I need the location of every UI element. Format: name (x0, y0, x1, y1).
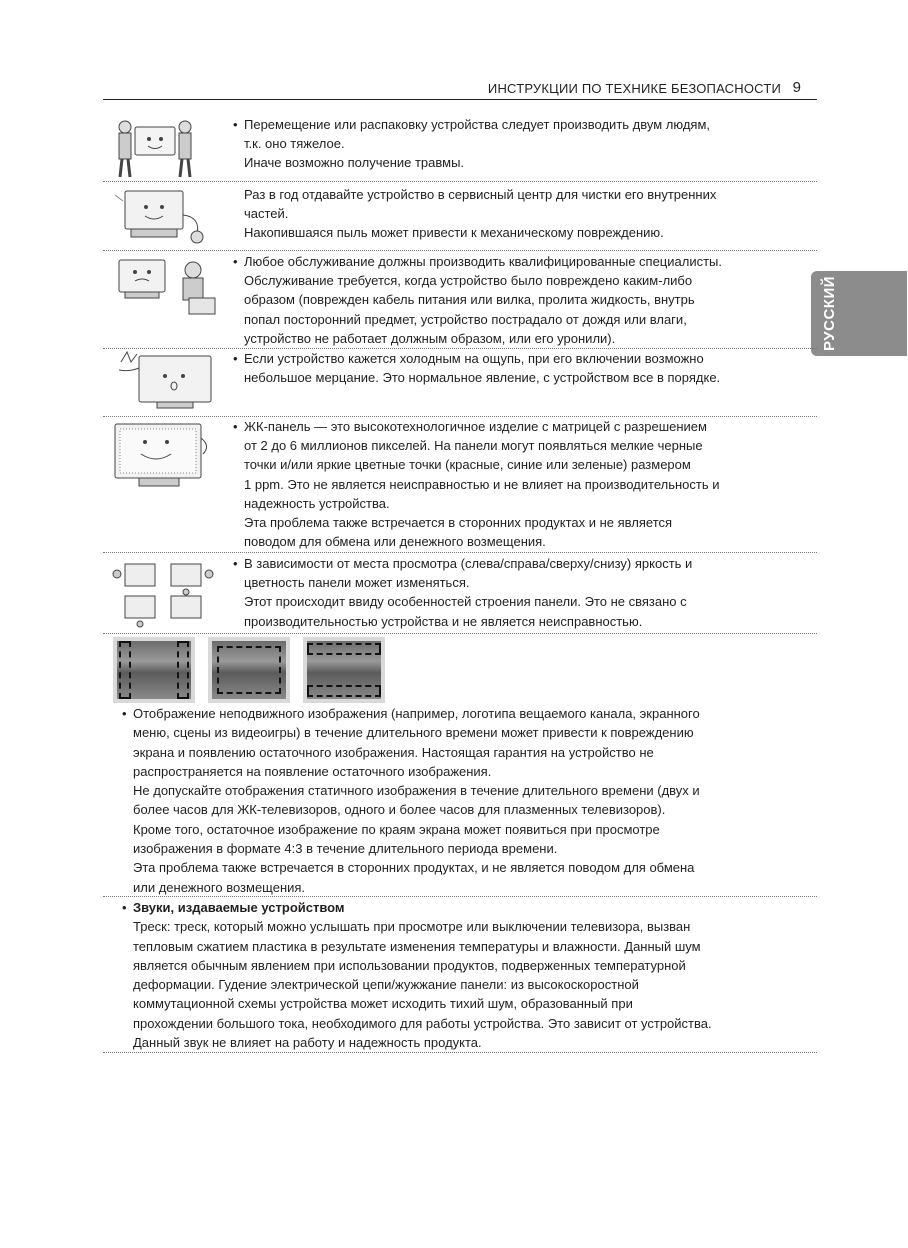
text-line: Перемещение или распаковку устройства следует производить двум людям, (244, 117, 710, 132)
text-line: поводом для обмена или денежного возмещения. (244, 534, 546, 550)
text-line: производительностью устройства и не является неисправностью. (244, 613, 643, 629)
text-line: распространяется на появление остаточного изображения. (133, 763, 492, 779)
text-line: или денежного возмещения. (133, 879, 306, 895)
section-title: Звуки, издаваемые устройством (133, 900, 345, 915)
text-line: образом (поврежден кабель питания или вилка, пролита жидкость, внутрь (244, 292, 695, 308)
device-sounds-section (122, 898, 783, 1052)
divider (103, 1052, 817, 1053)
text-line: попал посторонний предмет, устройство пострадало от дождя или влаги, (244, 311, 687, 327)
text-line: тепловым сжатием пластика в результате изменения температуры и влажности. Данный шум (133, 938, 701, 954)
safety-row-viewing-angle (103, 552, 817, 634)
bullet: • (122, 900, 127, 915)
text-line: частей. (244, 206, 289, 222)
text-line: коммутационной схемы устройства может исходить тихий шум, образованный при (133, 996, 633, 1012)
text-line: Накопившаяся пыль может привести к механическому повреждению. (244, 225, 664, 241)
text-line: Раз в год отдавайте устройство в сервисный центр для чистки его внутренних (244, 187, 717, 202)
bullet: • (233, 351, 238, 366)
lcd-panel-pixels-icon (111, 420, 215, 492)
text-line: Данный звук не влияет на работу и надежность продукта. (133, 1035, 482, 1051)
text-line: надежность устройства. (244, 495, 390, 511)
text-line: Эта проблема также встречается в сторонних продуктах и не является (244, 515, 673, 531)
safety-row-cleaning (103, 181, 817, 251)
bullet: • (233, 556, 238, 571)
text-line: прохождении большого тока, необходимого для работы устройства. Это зависит от устройства. (133, 1015, 712, 1031)
text-line: изображения в формате 4:3 в течение длительного периода времени. (133, 841, 558, 857)
burn-in-photo-frame (208, 637, 290, 703)
tv-cleaning-icon (111, 185, 211, 247)
text-line: Кроме того, остаточное изображение по краям экрана может появиться при просмотре (133, 821, 660, 837)
viewing-angle-icon (111, 558, 215, 628)
bullet: • (233, 419, 238, 434)
bullet: • (122, 706, 127, 721)
still-image-warning (122, 704, 783, 897)
divider (103, 896, 817, 897)
text-line: 1 ppm. Это не является неисправностью и не влияет на производительность и (244, 476, 720, 492)
text-line: т.к. оно тяжелое. (244, 136, 345, 152)
page-header (103, 79, 817, 100)
text-line: Любое обслуживание должны производить квалифицированные специалисты. (244, 254, 722, 269)
text-line: меню, сцены из видеоигры) в течение длительного времени может привести к повреждению (133, 725, 694, 741)
text-line: цветность панели может изменяться. (244, 575, 470, 591)
page-number: 9 (792, 79, 801, 96)
tv-cold-flicker-icon (111, 350, 215, 412)
text-line: Треск: треск, который можно услышать при просмотре или выключении телевизора, вызван (133, 919, 691, 935)
language-tab-label: РУССКИЙ (821, 275, 838, 351)
text-line: Иначе возможно получение травмы. (244, 155, 465, 171)
text-line: Этот происходит ввиду особенностей строения панели. Это не связано с (244, 594, 687, 610)
text-line: В зависимости от места просмотра (слева/справа/сверху/снизу) яркость и (244, 556, 693, 571)
text-line: более часов для ЖК-телевизоров, одного и более часов для плазменных телевизоров). (133, 802, 666, 818)
text-line: ЖК-панель — это высокотехнологичное изделие с матрицей с разрешением (244, 419, 707, 434)
two-people-carrying-tv-icon (111, 115, 201, 179)
text-line: точки и/или яркие цветные точки (красные, синие или зеленые) размером (244, 457, 691, 473)
text-line: Эта проблема также встречается в сторонних продуктах, и не является поводом для обмена (133, 860, 695, 876)
bullet: • (233, 254, 238, 269)
text-line: Если устройство кажется холодным на ощупь, при его включении возможно (244, 351, 704, 366)
bullet: • (233, 117, 238, 132)
safety-row-cold (103, 348, 817, 417)
service-technician-icon (111, 254, 221, 318)
text-line: деформации. Гудение электрической цепи/жужжание панели: из высокоскоростной (133, 977, 639, 993)
text-line: от 2 до 6 миллионов пикселей. На панели могут появляться мелкие черные (244, 438, 703, 454)
text-line: Обслуживание требуется, когда устройство было повреждено каким-либо (244, 273, 693, 289)
burn-in-photo-horizontal (303, 637, 385, 703)
text-line: небольшое мерцание. Это нормальное явление, с устройством все в порядке. (244, 370, 721, 386)
header-title: ИНСТРУКЦИИ ПО ТЕХНИКЕ БЕЗОПАСНОСТИ (487, 81, 781, 96)
text-line: является обычным явлением при использовании продуктов, подверженных температурной (133, 957, 686, 973)
safety-row-lcd-panel (103, 416, 817, 553)
safety-row-carrying (103, 111, 817, 182)
text-line: Отображение неподвижного изображения (например, логотипа вещаемого канала, экранного (133, 706, 700, 721)
text-line: Не допускайте отображения статичного изображения в течение длительного времени (двух и (133, 783, 700, 799)
text-line: экрана и появлению остаточного изображения. Настоящая гарантия на устройство не (133, 744, 654, 760)
burn-in-photo-vertical (113, 637, 195, 703)
safety-row-service (103, 250, 817, 349)
text-line: устройство не работает должным образом, или его уронили). (244, 330, 616, 346)
